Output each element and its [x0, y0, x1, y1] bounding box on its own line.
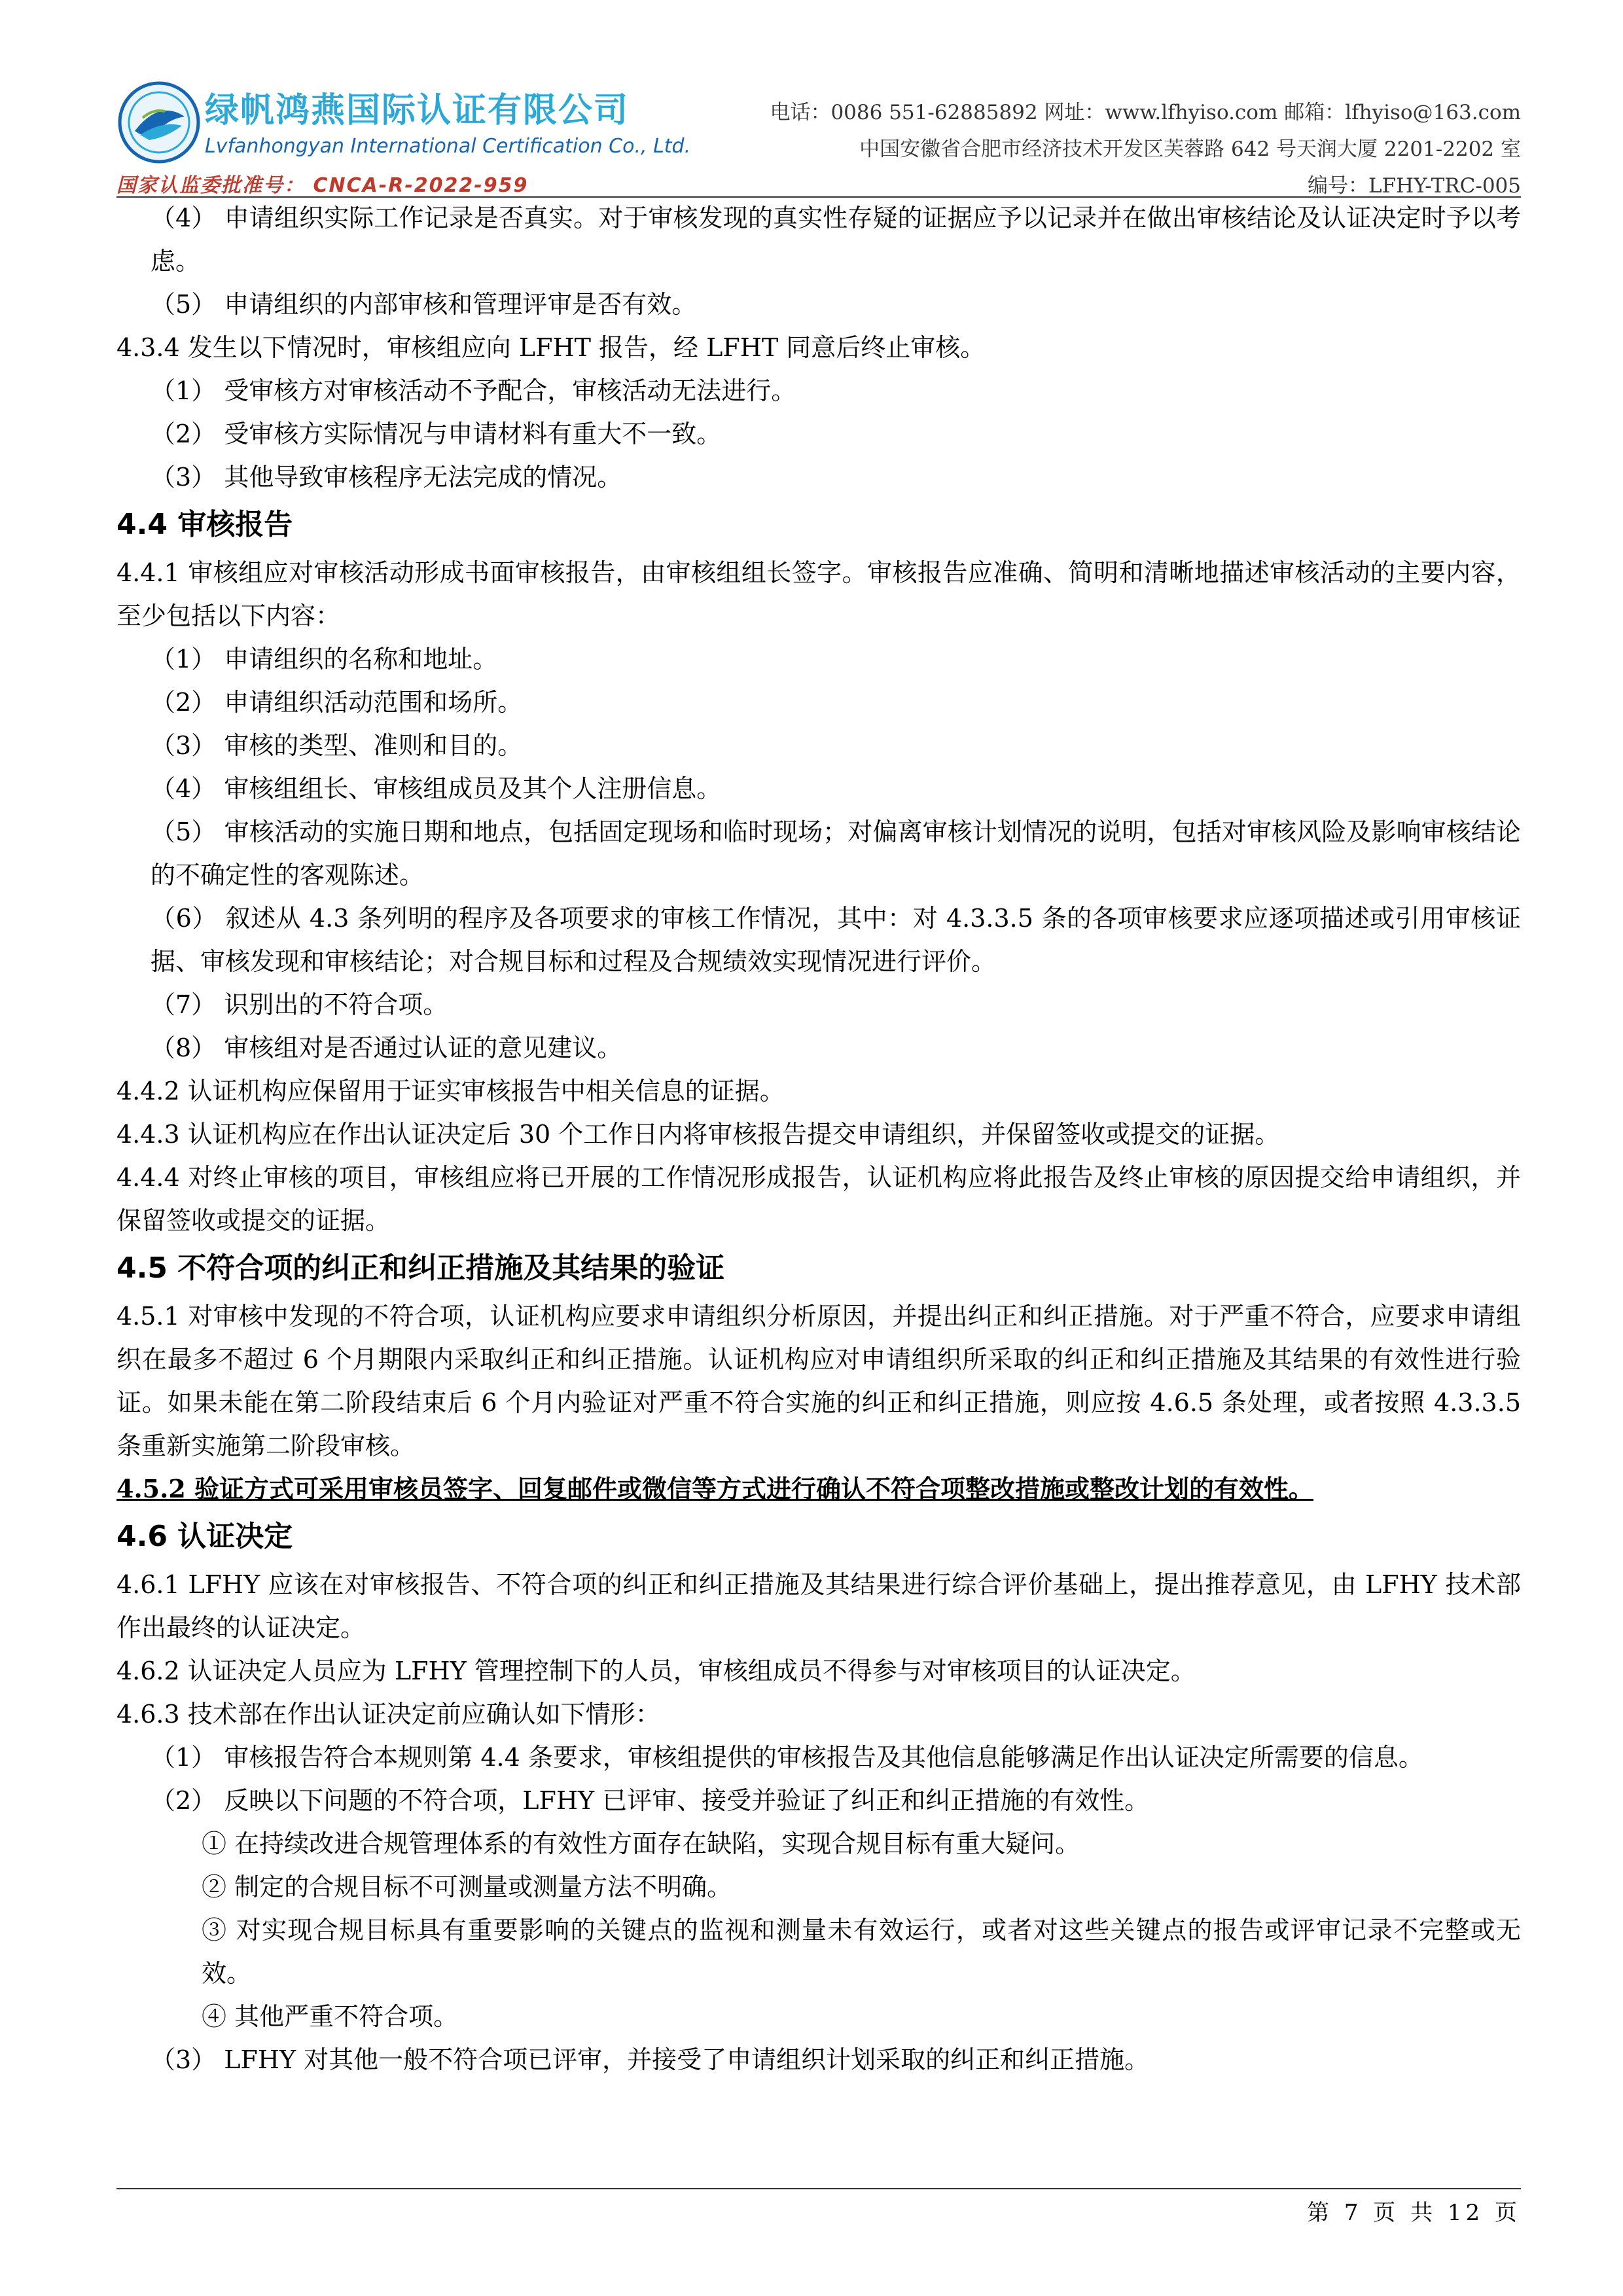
company-name-en: Lvfanhongyan International Certification Co., Ltd. [205, 135, 691, 158]
sub-item: ④ 其他严重不符合项。 [202, 2002, 459, 2031]
company-name-cn: 绿帆鸿燕国际认证有限公司 [205, 91, 630, 130]
header-contact-block [770, 94, 1521, 204]
section-heading-4-6: 4.6 认证决定 [116, 1520, 293, 1553]
paragraph: （8） 审核组对是否通过认证的意见建议。 [151, 1033, 622, 1062]
clause-4-4-1: 4.4.1 审核组应对审核活动形成书面审核报告，由审核组组长签字。审核报告应准确、简明和清晰地描述审核活动的主要内容，至少包括以下内容： [116, 558, 1521, 630]
clause-4-4-3: 4.4.3 认证机构应在作出认证决定后 30 个工作日内将审核报告提交申请组织，并保留签收或提交的证据。 [116, 1120, 1280, 1149]
paragraph: （4） 申请组织实际工作记录是否真实。对于审核发现的真实性存疑的证据应予以记录并在做出审核结论及认证决定时予以考虑。 [151, 204, 1521, 276]
paragraph: （4） 审核组组长、审核组成员及其个人注册信息。 [151, 774, 722, 803]
clause-4-6-2: 4.6.2 认证决定人员应为 LFHY 管理控制下的人员，审核组成员不得参与对审核项目的认证决定。 [116, 1657, 1196, 1685]
clause-4-6-3: 4.6.3 技术部在作出认证决定前应确认如下情形： [116, 1700, 660, 1729]
paragraph: （6） 叙述从 4.3 条列明的程序及各项要求的审核工作情况，其中：对 4.3.3.5 条的各项审核要求应逐项描述或引用审核证据、审核发现和审核结论；对合规目标和过程及合规绩效实现情况进行评价。 [151, 904, 1521, 976]
paragraph: （5） 审核活动的实施日期和地点，包括固定现场和临时现场；对偏离审核计划情况的说明，包括对审核风险及影响审核结论的不确定性的客观陈述。 [151, 817, 1521, 889]
clause-4-4-4: 4.4.4 对终止审核的项目，审核组应将已开展的工作情况形成报告，认证机构应将此报告及终止审核的原因提交给申请组织，并保留签收或提交的证据。 [116, 1163, 1521, 1235]
paragraph: （1） 申请组织的名称和地址。 [151, 645, 498, 673]
paragraph: （2） 受审核方实际情况与申请材料有重大不一致。 [151, 420, 722, 448]
sub-item: ③ 对实现合规目标具有重要影响的关键点的监视和测量未有效运行，或者对这些关键点的报告或评审记录不完整或无效。 [202, 1916, 1521, 1988]
page-header [116, 77, 1521, 202]
clause-4-5-2-underlined: 4.5.2 验证方式可采用审核员签字、回复邮件或微信等方式进行确认不符合项整改措施或整改计划的有效性。 [116, 1474, 1314, 1503]
address-line: 中国安徽省合肥市经济技术开发区芙蓉路 642 号天润大厦 2201-2202 室 [859, 137, 1521, 161]
clause-4-5-1: 4.5.1 对审核中发现的不符合项，认证机构应要求申请组织分析原因，并提出纠正和纠正措施。对于严重不符合，应要求申请组织在最多不超过 6 个月期限内采取纠正和纠正措施。认证机构应对申请组织所采取的纠正和纠正措施及其结果的有效性进行验证。如果未能在第二阶段结束后 6 个月内验证对严重不符合实施的纠正和纠正措施，则应按 4.6.5 条处理，或者按照 4.3.3.5 条重新实施第二阶段审核。 [116, 1302, 1521, 1460]
paragraph: （1） 受审核方对审核活动不予配合，审核活动无法进行。 [151, 376, 796, 405]
paragraph: （1） 审核报告符合本规则第 4.4 条要求，审核组提供的审核报告及其他信息能够满足作出认证决定所需要的信息。 [151, 1743, 1423, 1772]
paragraph: （5） 申请组织的内部审核和管理评审是否有效。 [151, 290, 697, 319]
document-body [116, 196, 1521, 2081]
approval-number: 国家认监委批准号： CNCA-R-2022-959 [116, 174, 529, 197]
company-logo [116, 77, 691, 202]
clause-4-6-1: 4.6.1 LFHY 应该在对审核报告、不符合项的纠正和纠正措施及其结果进行综合评价基础上，提出推荐意见，由 LFHY 技术部作出最终的认证决定。 [116, 1570, 1521, 1642]
page-number: 第 7 页 共 12 页 [1307, 2200, 1521, 2226]
sub-item: ② 制定的合规目标不可测量或测量方法不明确。 [202, 1873, 732, 1901]
document-number: 编号：LFHY-TRC-005 [1308, 174, 1521, 198]
paragraph: （2） 反映以下问题的不符合项，LFHY 已评审、接受并验证了纠正和纠正措施的有效性。 [151, 1786, 1150, 1815]
paragraph: （7） 识别出的不符合项。 [151, 990, 448, 1019]
clause-4-4-2: 4.4.2 认证机构应保留用于证实审核报告中相关信息的证据。 [116, 1077, 785, 1105]
clause-4-3-4: 4.3.4 发生以下情况时，审核组应向 LFHT 报告，经 LFHT 同意后终止审核。 [116, 333, 986, 362]
paragraph: （3） 其他导致审核程序无法完成的情况。 [151, 463, 622, 492]
paragraph: （2） 申请组织活动范围和场所。 [151, 688, 523, 717]
paragraph: （3） 审核的类型、准则和目的。 [151, 731, 523, 760]
section-heading-4-5: 4.5 不符合项的纠正和纠正措施及其结果的验证 [116, 1251, 725, 1285]
paragraph: （3） LFHY 对其他一般不符合项已评审，并接受了申请组织计划采取的纠正和纠正措施。 [151, 2045, 1150, 2074]
contact-line: 电话：0086 551-62885892 网址：www.lfhyiso.com 邮箱：lfhyiso@163.com [770, 101, 1521, 124]
footer-divider [116, 2188, 1521, 2189]
section-heading-4-4: 4.4 审核报告 [116, 508, 293, 541]
certification-emblem-icon [116, 80, 202, 165]
sub-item: ① 在持续改进合规管理体系的有效性方面存在缺陷，实现合规目标有重大疑问。 [202, 1829, 1080, 1858]
